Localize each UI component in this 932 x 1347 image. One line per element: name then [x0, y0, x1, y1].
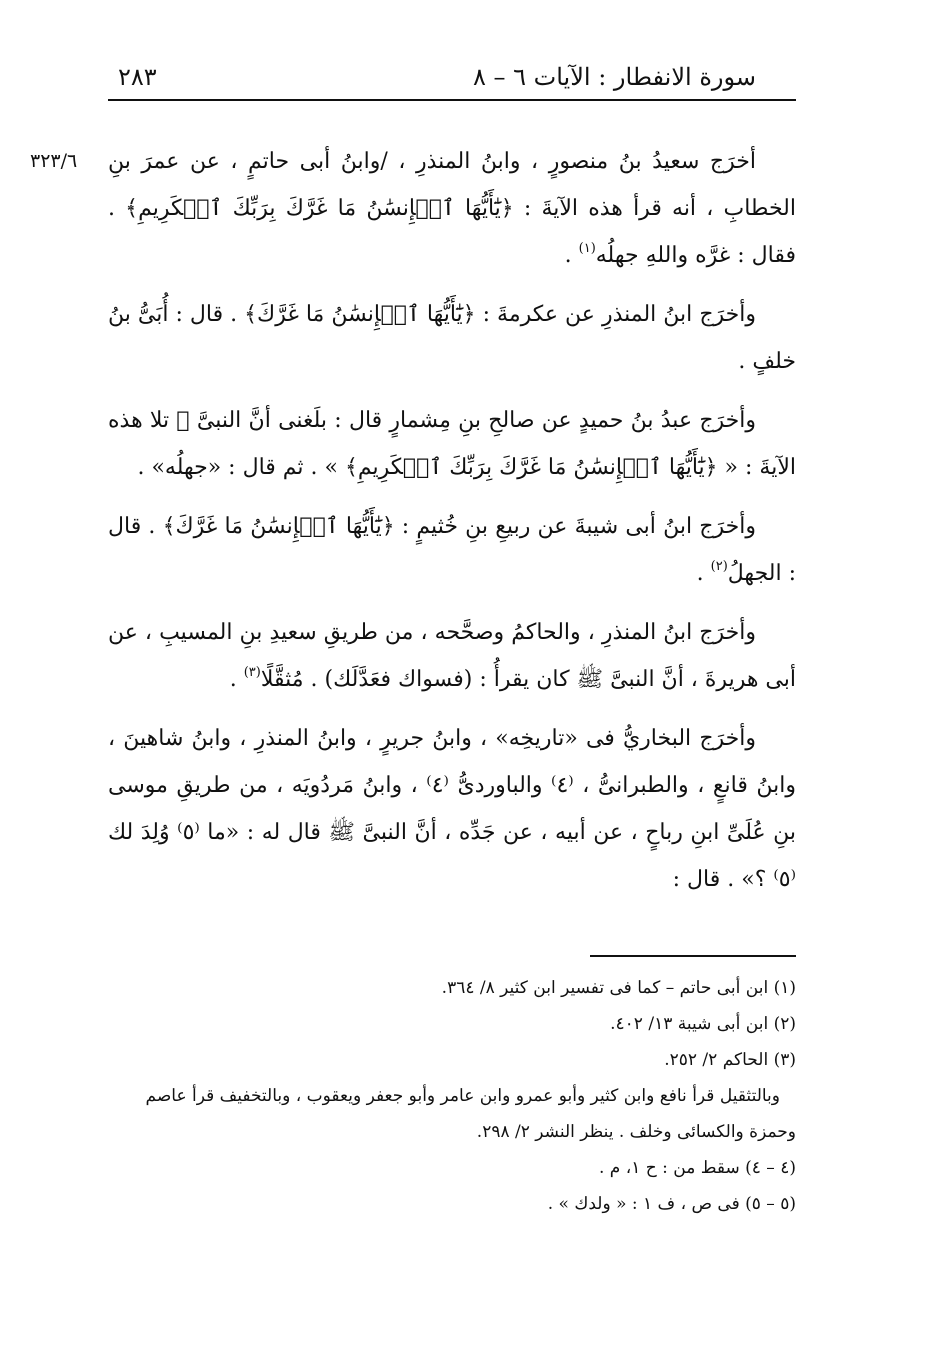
footnote-marker-3: (٣) [243, 665, 261, 680]
paragraph-3-text: وأخرَج عبدُ بنُ حميدٍ عن صالحِ بنِ مِشمارٍ قال : بلَغنى أنَّ النبىَّ ﷺ تلا هذه الآيةَ : « ﴿يَٰٓأَيُّهَا ٱلۡإِنسَٰنُ مَا غَرَّكَ بِرَبِّكَ ٱلۡكَرِيمِ﴾ » . ثم قال : «جهلُه» . [108, 408, 796, 480]
paragraph-4-text: وأخرَج ابنُ أبى شيبةَ عن ربيعِ بنِ خُثيمٍ : ﴿يَٰٓأَيُّهَا ٱلۡإِنسَٰنُ مَا غَرَّكَ﴾ . قال : الجهلُ [108, 514, 796, 586]
footnote-rule [590, 955, 796, 957]
paragraph-5-end: . [229, 667, 244, 692]
main-text [108, 138, 796, 915]
paragraph-6-text: وأخرَج البخاريُّ فى «تاريخِه» ، وابنُ جريرٍ ، وابنُ المنذرِ ، وابنُ شاهينَ ، وابنُ قانعٍ ، والطبرانىُّ ، ⁽٤⁾ والباوردىُّ ⁽٤⁾ ، وابنُ مَردُويَه ، من طريقِ موسى بنِ عُلَىِّ ابنِ رباحٍ ، عن أبيه ، عن جَدِّه ، أنَّ النبىَّ ﷺ قال له : «ما ⁽٥⁾ وُلِدَ لك ⁽٥⁾ ؟» . قال : [108, 726, 797, 892]
paragraph-1 [108, 138, 796, 279]
paragraph-4-end: . [696, 561, 711, 586]
footnotes [108, 970, 796, 1222]
footnote-5: (٥ – ٥) فى ص ، ف ١ : « ولدك » . [547, 1194, 796, 1214]
header-rule [108, 99, 796, 101]
paragraph-2-text: وأخرَج ابنُ المنذرِ عن عكرمةَ : ﴿يَٰٓأَيُّهَا ٱلۡإِنسَٰنُ مَا غَرَّكَ﴾ . قال : أُبَىُّ بنُ خلفٍ . [108, 302, 796, 374]
footnote-1: (١) ابن أبى حاتم – كما فى تفسير ابن كثير ٨/ ٣٦٤. [441, 978, 796, 998]
margin-reference: ٣٢٣/٦ [30, 150, 78, 172]
page-header [108, 55, 796, 95]
footnote-marker-1: (١) [578, 241, 596, 256]
paragraph-1-end: . [564, 243, 579, 268]
paragraph-5-text: وأخرَج ابنُ المنذرِ ، والحاكمُ وصحَّحه ، من طريقِ سعيدِ بنِ المسيبِ ، عن أبى هريرةَ ، أنَّ النبىَّ ﷺ كان يقرأُ : (فسواك فعَدَّلَك) . مُثقَّلًا [108, 620, 796, 692]
paragraph-4 [108, 503, 796, 597]
paragraph-1-text: أخرَج سعيدُ بنُ منصورٍ ، وابنُ المنذرِ ، /وابنُ أبى حاتمٍ ، عن عمرَ بنِ الخطابِ ، أنه قرأ هذه الآيةَ : ﴿يَٰٓأَيُّهَا ٱلۡإِنسَٰنُ مَا غَرَّكَ بِرَبِّكَ ٱلۡكَرِيمِ﴾ . فقال : غرَّه واللهِ جهلُه [108, 149, 796, 268]
footnote-3-continuation: وبالتثقيل قرأ نافع وابن كثير وأبو عمرو وابن عامر وأبو جعفر ويعقوب ، وبالتخفيف قرأ عاصم وحمزة والكسائى وخلف . ينظر النشر ٢/ ٢٩٨. [145, 1086, 796, 1142]
footnote-2: (٢) ابن أبى شيبة ١٣/ ٤٠٢. [610, 1014, 796, 1034]
paragraph-3 [108, 397, 796, 491]
paragraph-6 [108, 715, 796, 903]
page-number: ٢٨٣ [118, 63, 157, 91]
paragraph-2 [108, 291, 796, 385]
footnote-3: (٣) الحاكم ٢/ ٢٥٢. [664, 1050, 796, 1070]
paragraph-5 [108, 609, 796, 703]
running-title: سورة الانفطار : الآيات ٦ – ٨ [472, 63, 756, 91]
footnote-4: (٤ – ٤) سقط من : ح ١، م . [599, 1158, 796, 1178]
footnote-marker-2: (٢) [710, 559, 728, 574]
